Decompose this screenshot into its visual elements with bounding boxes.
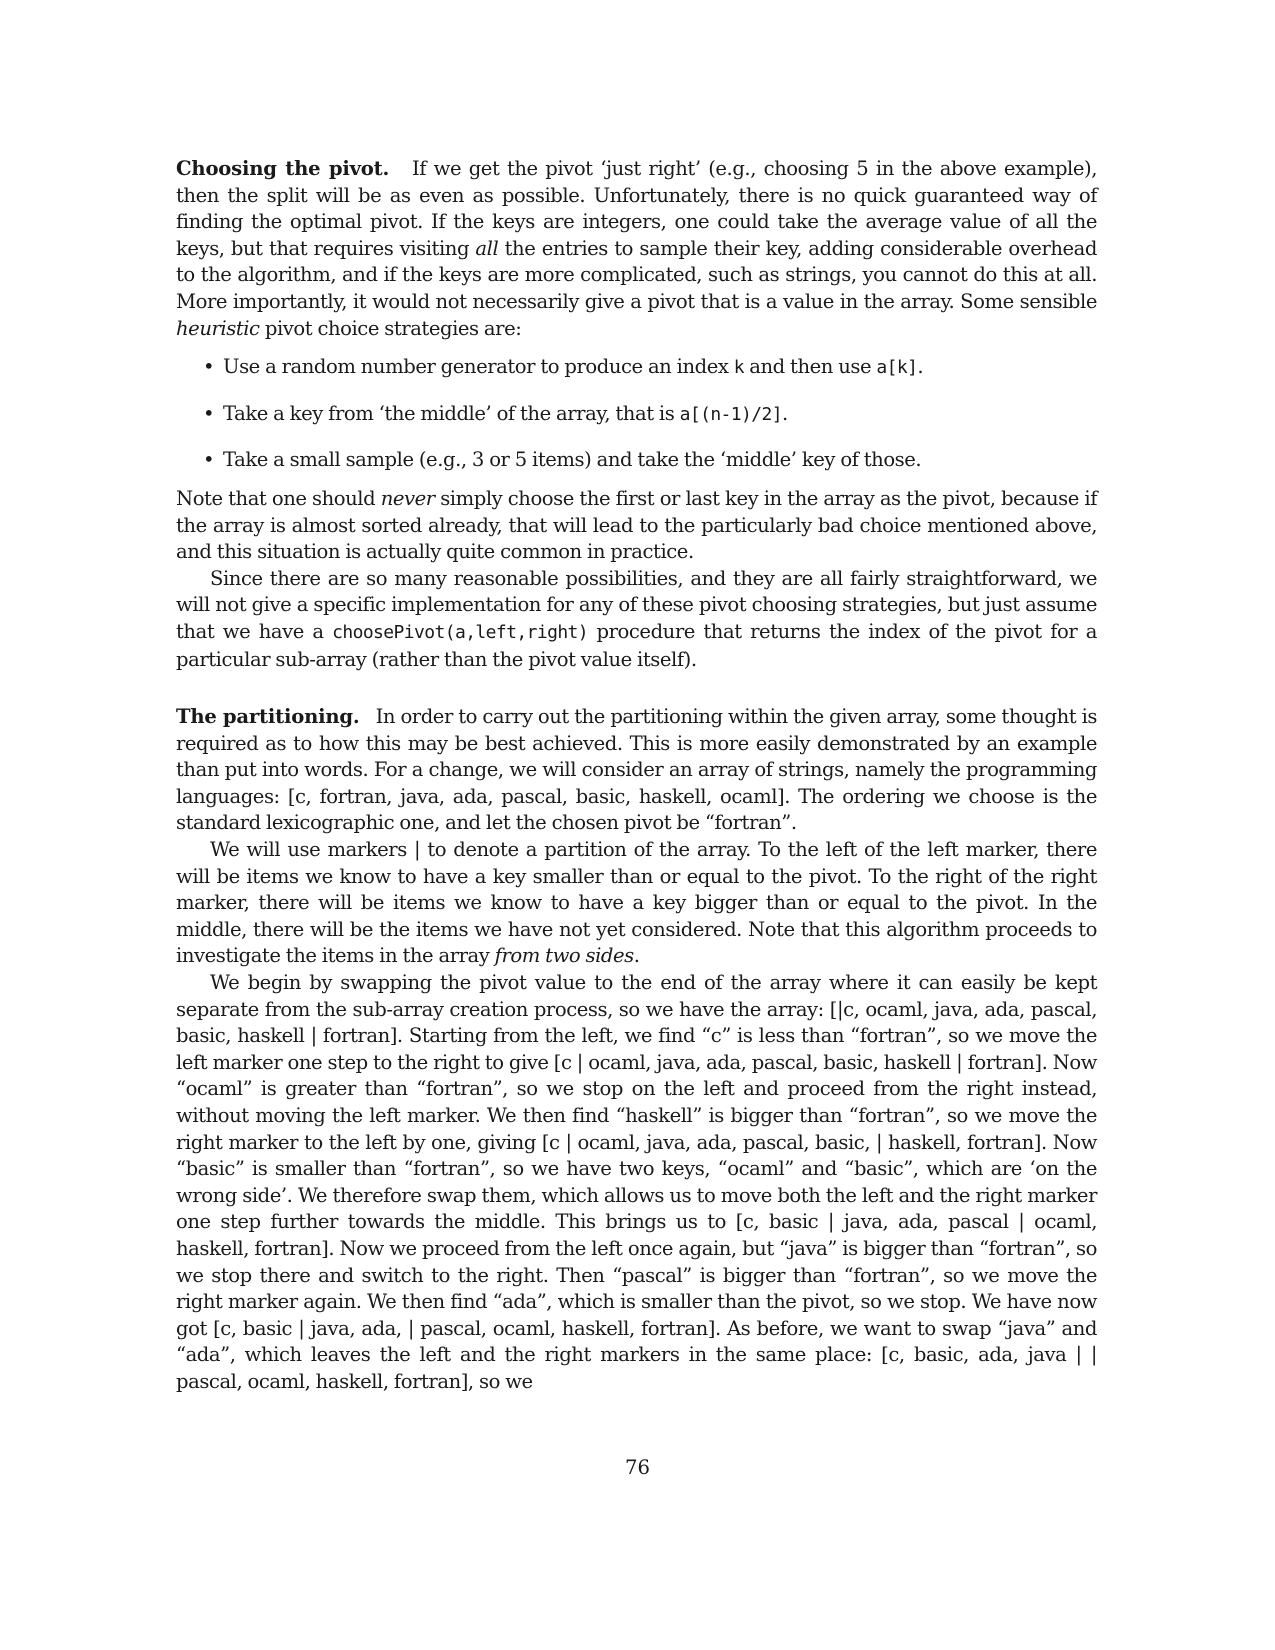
section-heading-choosing-pivot: Choosing the pivot. [176, 157, 390, 180]
inline-code: choosePivot(a,left,right) [332, 621, 589, 643]
paragraph-partitioning [176, 704, 1097, 837]
list-item-text: Take a key from ‘the middle’ of the array, that is [223, 401, 680, 425]
list-item [176, 447, 1097, 474]
list-item-text: . [917, 355, 924, 379]
inline-code: k [733, 357, 744, 379]
paragraph-text: We will use markers | to denote a partition of the array. To the left of the left marker, there will be items we know to have a key smaller than or equal to the pivot. To the right of the right marker, there will be items we know to have a key bigger than or equal to the pivot. In the middle, there will be the items we have not yet considered. Note that this algorithm proceeds to investigate the items in the array [176, 838, 1097, 968]
list-item-text: Take a small sample (e.g., 3 or 5 items) and take the ‘middle’ key of those. [223, 448, 922, 472]
paragraph-text: We begin by swapping the pivot value to the end of the array where it can easily be kept separate from the sub-array creation process, so we have the array: [|c, ocaml, java, ada, pascal, basic, haskell | fortran]. Starting from the left, we find “c” is less than “fortran”, so we move the left marker one step to the right to give [c | ocaml, java, ada, pascal, basic, haskell | fortran]. Now “ocaml” is greater than “fortran”, so we stop on the left and proceed from the right instead, without moving the left marker. We then find “haskell” is bigger than “fortran”, so we move the right marker to the left by one, giving [c | ocaml, java, ada, pascal, basic, | haskell, fortran]. Now “basic” is smaller than “fortran”, so we have two keys, “ocaml” and “basic”, which are ‘on the wrong side’. We therefore swap them, which allows us to move both the left and the right marker one step further towards the middle. This brings us to [c, basic | java, ada, pascal | ocaml, haskell, fortran]. Now we proceed from the left once again, but “java” is bigger than “fortran”, so we stop there and switch to the right. Then “pascal” is bigger than “fortran”, so we move the right marker again. We then find “ada”, which is smaller than the pivot, so we stop. We have now got [c, basic | java, ada, | pascal, ocaml, haskell, fortran]. As before, we want to swap “java” and “ada”, which leaves the left and the right markers in the same place: [c, basic, ada, java | | pascal, ocaml, haskell, fortran], so we [176, 971, 1097, 1393]
pivot-strategy-list [176, 354, 1097, 474]
paragraph-text: Since there are so many reasonable possibilities, and they are all fairly straightforward, we will not give a specific implementation for any of these pivot choosing strategies, but just assume that we have a [176, 566, 1097, 643]
paragraph-swapping-example [176, 970, 1097, 1396]
list-item-text: . [781, 401, 788, 425]
list-item-text: Use a random number generator to produce an index [223, 355, 734, 379]
paragraph-text: Note that one should [176, 486, 381, 510]
paragraph-text: . [633, 944, 640, 968]
bullet-icon: • [203, 401, 215, 425]
paragraph-text: If we get the pivot ‘just right’ (e.g., choosing 5 in the above example), then the split will be as even as possible. Unfortunately, there is no quick guaranteed way of finding the optimal pivot. If the keys are integers, one could take the average value of all the keys, but that requires visiting [176, 157, 1097, 260]
emphasis-text: heuristic [176, 316, 260, 340]
emphasis-text: from two sides [494, 944, 634, 968]
list-item [176, 354, 1097, 382]
emphasis-text: never [380, 486, 435, 510]
list-item-text: and then use [743, 355, 877, 379]
paragraph-text: the entries to sample their key, adding considerable overhead to the algorithm, and if the keys are more complicated, such as strings, you cannot do this at all. More importantly, it would not necessarily give a pivot that is a value in the array. Some sensible [176, 236, 1097, 313]
section-spacer [176, 673, 1097, 704]
paragraph-choose-pivot-procedure [176, 566, 1097, 673]
paragraph-text: pivot choice strategies are: [259, 316, 522, 340]
paragraph-text: In order to carry out the partitioning within the given array, some thought is required as to how this may be best achieved. This is more easily demonstrated by an example than put into words. For a change, we will consider an array of strings, namely the programming languages: [c, fortran, java, ada, pascal, basic, haskell, ocaml]. The ordering we choose is the standard lexicographic one, and let the chosen pivot be “fortran”. [176, 705, 1097, 835]
paragraph-text: simply choose the first or last key in the array as the pivot, because if the array is almost sorted already, that will lead to the particularly bad choice mentioned above, and this situation is actually quite common in practice. [176, 486, 1097, 564]
paragraph-choosing-pivot [176, 156, 1097, 342]
bullet-icon: • [203, 448, 215, 472]
paragraph-never-first-key [176, 486, 1097, 566]
paragraph-text: procedure that returns the index of the pivot for a particular sub-array (rather than the pivot value itself). [176, 619, 1097, 671]
page-body [176, 156, 1097, 1396]
emphasis-text: all [475, 236, 499, 260]
inline-code: a[(n-1)/2] [679, 403, 782, 425]
inline-code: a[k] [876, 357, 918, 379]
bullet-icon: • [203, 355, 215, 379]
list-item [176, 401, 1097, 429]
paragraph-markers [176, 837, 1097, 970]
page-number: 76 [625, 1456, 650, 1479]
section-heading-partitioning: The partitioning. [176, 705, 360, 729]
